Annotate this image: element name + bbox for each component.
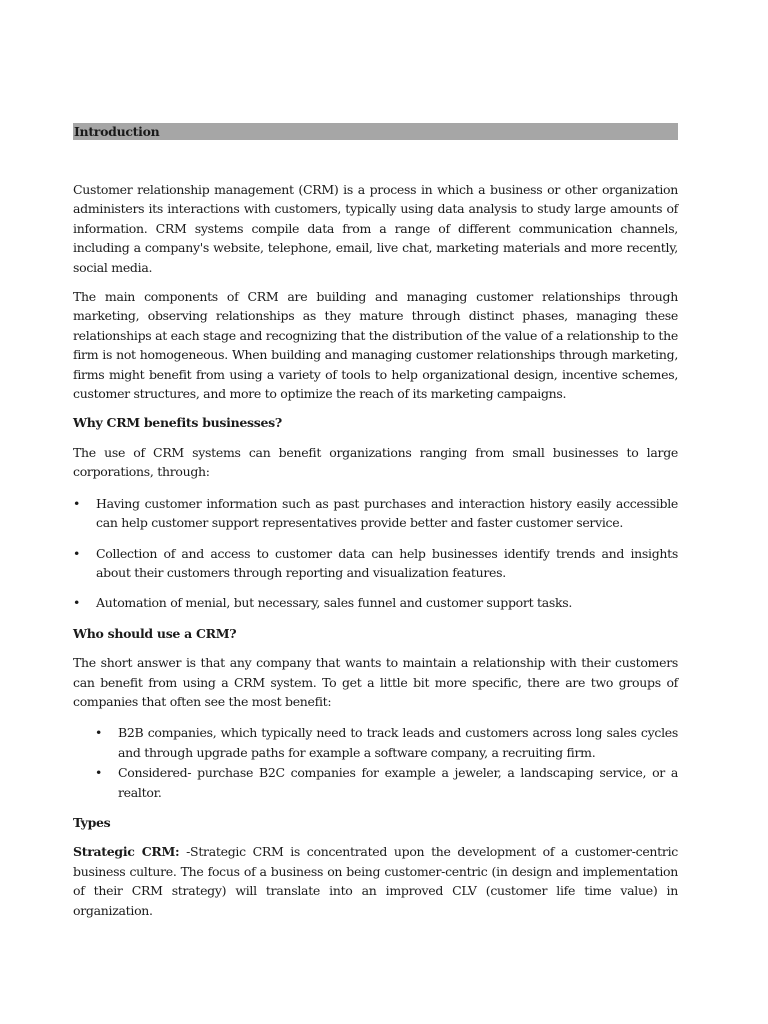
list-item-text: Automation of menial, but necessary, sales funnel and customer support tasks. [96, 595, 573, 611]
document-body [73, 123, 678, 920]
list-item-text: B2B companies, which typically need to track leads and customers across long sales cycles and through upgrade paths for example a software company, a recruiting firm. [118, 725, 678, 760]
bullet-icon: • [95, 725, 103, 741]
strategic-crm-label: Strategic CRM: [73, 844, 180, 860]
benefits-heading: Why CRM benefits businesses? [73, 415, 282, 431]
intro-paragraph-2: The main components of CRM are building and managing customer relationships through marketing, observing relationships as they mature through distinct phases, managing these relationships at each stage and recognizing that the distribution of the value of a relationship to the firm is not homogeneous. When building and managing customer relationships through marketing, firms might benefit from using a variety of tools to help organizational design, incentive schemes, customer structures, and more to optimize the reach of its marketing campaigns. [73, 289, 678, 402]
intro-paragraph-1: Customer relationship management (CRM) is a process in which a business or other organization administers its interactions with customers, typically using data analysis to study large amounts of information. CRM systems compile data from a range of different communication channels, including a company's website, telephone, email, live chat, marketing materials and more recently, social media. [73, 182, 678, 275]
bullet-icon: • [73, 495, 81, 511]
strategic-crm-paragraph [73, 842, 678, 920]
introduction-heading: Introduction [73, 123, 678, 140]
bullet-icon: • [73, 595, 81, 611]
list-item-text: Considered- purchase B2C companies for example a jeweler, a landscaping service, or a realtor. [118, 765, 678, 800]
benefits-list [73, 494, 678, 613]
benefits-intro: The use of CRM systems can benefit organizations ranging from small businesses to large corporations, through: [73, 444, 678, 480]
list-item-text: Having customer information such as past purchases and interaction history easily accessible can help customer support representatives provide better and faster customer service. [96, 495, 678, 531]
bullet-icon: • [95, 765, 103, 781]
types-heading: Types [73, 814, 111, 830]
list-item [73, 723, 678, 762]
list-item-text: Collection of and access to customer data can help businesses identify trends and insights about their customers through reporting and visualization features. [96, 545, 678, 580]
list-item [73, 763, 678, 802]
who-heading: Who should use a CRM? [73, 625, 237, 641]
who-list [73, 723, 678, 802]
bullet-icon: • [73, 545, 81, 561]
who-intro: The short answer is that any company that wants to maintain a relationship with their customers can benefit from using a CRM system. To get a little bit more specific, there are two groups of companies that often see the most benefit: [73, 655, 678, 709]
strategic-crm-text: -Strategic CRM is concentrated upon the development of a customer-centric business culture. The focus of a business on being customer-centric (in design and implementation of their CRM strategy) will translate into an improved CLV (customer life time value) in organization. [73, 844, 678, 918]
list-item [73, 544, 678, 583]
list-item [73, 593, 678, 612]
list-item [73, 494, 678, 533]
